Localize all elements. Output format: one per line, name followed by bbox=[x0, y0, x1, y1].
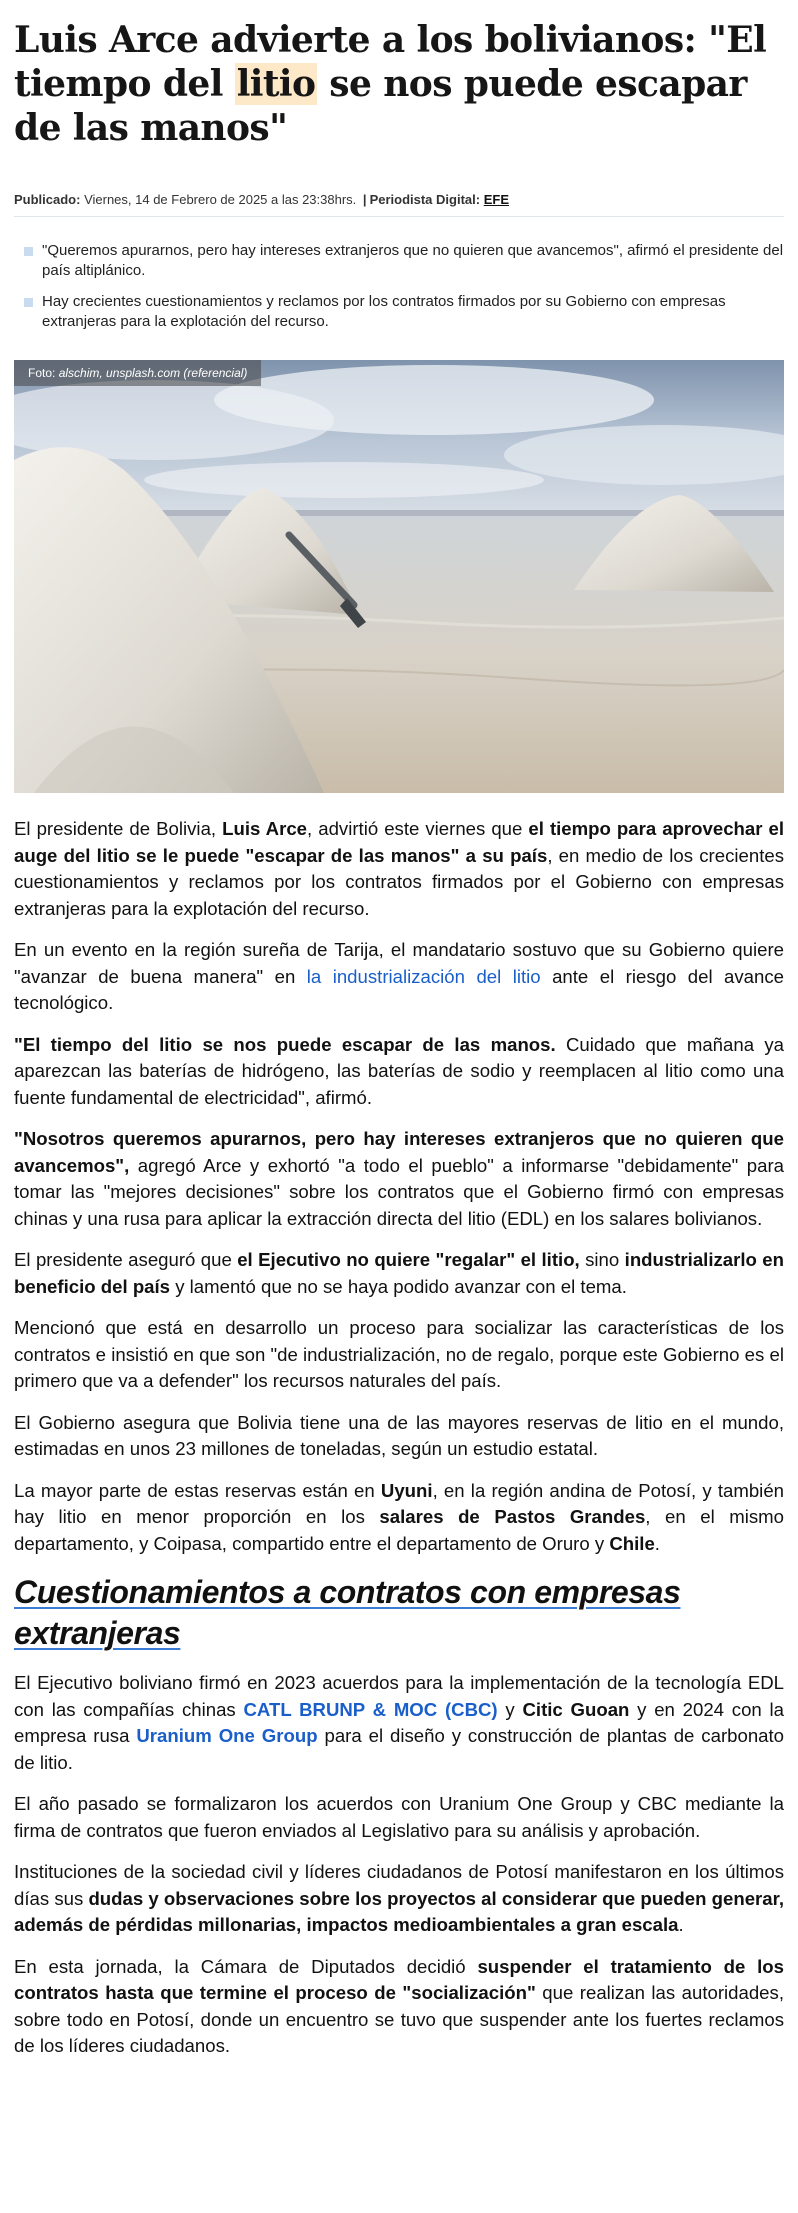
article-body bbox=[14, 816, 784, 2060]
byline-separator: | bbox=[362, 192, 367, 207]
journalist-link[interactable]: EFE bbox=[483, 192, 510, 207]
caption-prefix: Foto: bbox=[28, 366, 59, 380]
published-label: Publicado: bbox=[14, 192, 81, 207]
byline bbox=[14, 192, 784, 207]
paragraph: El presidente de Bolivia, Luis Arce, advirtió este viernes que el tiempo para aprovechar el auge del litio se le puede "escapar de las manos" a su país, en medio de los crecientes cuestionamientos y reclamos por los contratos firmados por el Gobierno con empresas extranjeras para la explotación del recurso. bbox=[14, 818, 785, 919]
summary-text: Hay crecientes cuestionamientos y reclamos por los contratos firmados por su Gobierno con empresas extranjeras para la explotación del recurso. bbox=[42, 293, 726, 330]
paragraph: "Nosotros queremos apurarnos, pero hay intereses extranjeros que no quieren que avancemos", agregó Arce y exhortó "a todo el pueblo" a informarse "debidamente" para tomar las "mejores decisiones" sobre los contratos que el Gobierno firmó con empresas chinas y una rusa para aplicar la extracción directa del litio (EDL) en los salares bolivianos. bbox=[14, 1128, 784, 1229]
paragraph: El presidente aseguró que el Ejecutivo no quiere "regalar" el litio, sino industrializarlo en beneficio del país y lamentó que no se haya podido avanzar con el tema. bbox=[14, 1249, 785, 1297]
article-photo[interactable] bbox=[14, 360, 784, 793]
paragraph: El año pasado se formalizaron los acuerdos con Uranium One Group y CBC mediante la firma de contratos que fueron enviados al Legislativo para su análisis y aprobación. bbox=[14, 1793, 784, 1841]
salt-flat-illustration bbox=[14, 360, 784, 793]
paragraph: Mencionó que está en desarrollo un proceso para socializar las características de los contratos e insistió en que son "de industrialización, no de regalo, porque este Gobierno es el primero que va a defender" los recursos naturales del país. bbox=[14, 1317, 784, 1391]
headline-part-2: se nos puede escapar de las manos" bbox=[14, 63, 747, 149]
bullet-square-icon bbox=[24, 298, 33, 307]
headline bbox=[14, 18, 784, 150]
paragraph: La mayor parte de estas reservas están en Uyuni, en la región andina de Potosí, y también hay litio en menor proporción en los salares de Pastos Grandes, en el mismo departamento, y Coipasa, compartido entre el departamento de Oruro y Chile. bbox=[14, 1479, 785, 1554]
paragraph: En esta jornada, la Cámara de Diputados decidió suspender el tratamiento de los contratos hasta que termine el proceso de "socialización" que realizan las autoridades, sobre todo en Potosí, donde un encuentro se tuvo que suspender ante los fuertes reclamos de los líderes ciudadanos. bbox=[14, 1955, 784, 2056]
caption-credit: alschim, unsplash.com (referencial) bbox=[58, 366, 248, 380]
journalist-label: Periodista Digital: bbox=[369, 192, 481, 207]
lithium-industrialization-link[interactable]: la industrialización del litio bbox=[306, 965, 541, 987]
article-container bbox=[14, 0, 784, 2075]
summary-text: "Queremos apurarnos, pero hay intereses extranjeros que no quieren que avancemos", afirmó el presidente del país altiplánico. bbox=[42, 242, 784, 279]
uranium-one-link[interactable]: Uranium One Group bbox=[136, 1725, 318, 1746]
paragraph: En un evento en la región sureña de Tarija, el mandatario sostuvo que su Gobierno quiere "avanzar de buena manera" en la industrialización del litio ante el riesgo del avance tecnológico. bbox=[14, 939, 784, 1013]
byline-divider bbox=[14, 216, 784, 217]
headline-highlight: litio bbox=[236, 63, 316, 105]
published-date: Viernes, 14 de Febrero de 2025 a las 23:38hrs. bbox=[80, 192, 357, 207]
paragraph: "El tiempo del litio se nos puede escapar de las manos. Cuidado que mañana ya aparezcan las baterías de hidrógeno, las baterías de sodio y reemplacen al litio como una fuente fundamental de electricidad", afirmó. bbox=[14, 1033, 784, 1108]
summary-item bbox=[14, 292, 784, 332]
paragraph: El Gobierno asegura que Bolivia tiene una de las mayores reservas de litio en el mundo, estimadas en unos 23 millones de toneladas, según un estudio estatal. bbox=[14, 1411, 784, 1459]
bullet-square-icon bbox=[24, 247, 33, 256]
paragraph: Instituciones de la sociedad civil y líderes ciudadanos de Potosí manifestaron en los últimos días sus dudas y observaciones sobre los proyectos al considerar que pueden generar, además de pérdidas millonarias, impactos medioambientales a gran escala. bbox=[14, 1861, 784, 1935]
summary-list bbox=[14, 241, 784, 332]
summary-item bbox=[14, 241, 784, 281]
cbc-link[interactable]: CATL BRUNP & MOC (CBC) bbox=[243, 1698, 498, 1720]
headline-part-1: Luis Arce advierte a los bolivianos: "El tiempo del bbox=[14, 19, 767, 105]
section-subheading: Cuestionamientos a contratos con empresas extranjeras bbox=[14, 1574, 681, 1651]
photo-caption bbox=[14, 360, 261, 386]
paragraph: El Ejecutivo boliviano firmó en 2023 acuerdos para la implementación de la tecnología EDL con las compañías chinas CATL BRUNP & MOC (CBC) y Citic Guoan y en 2024 con la empresa rusa Uranium One Group para el diseño y construcción de plantas de carbonato de litio. bbox=[14, 1672, 785, 1773]
